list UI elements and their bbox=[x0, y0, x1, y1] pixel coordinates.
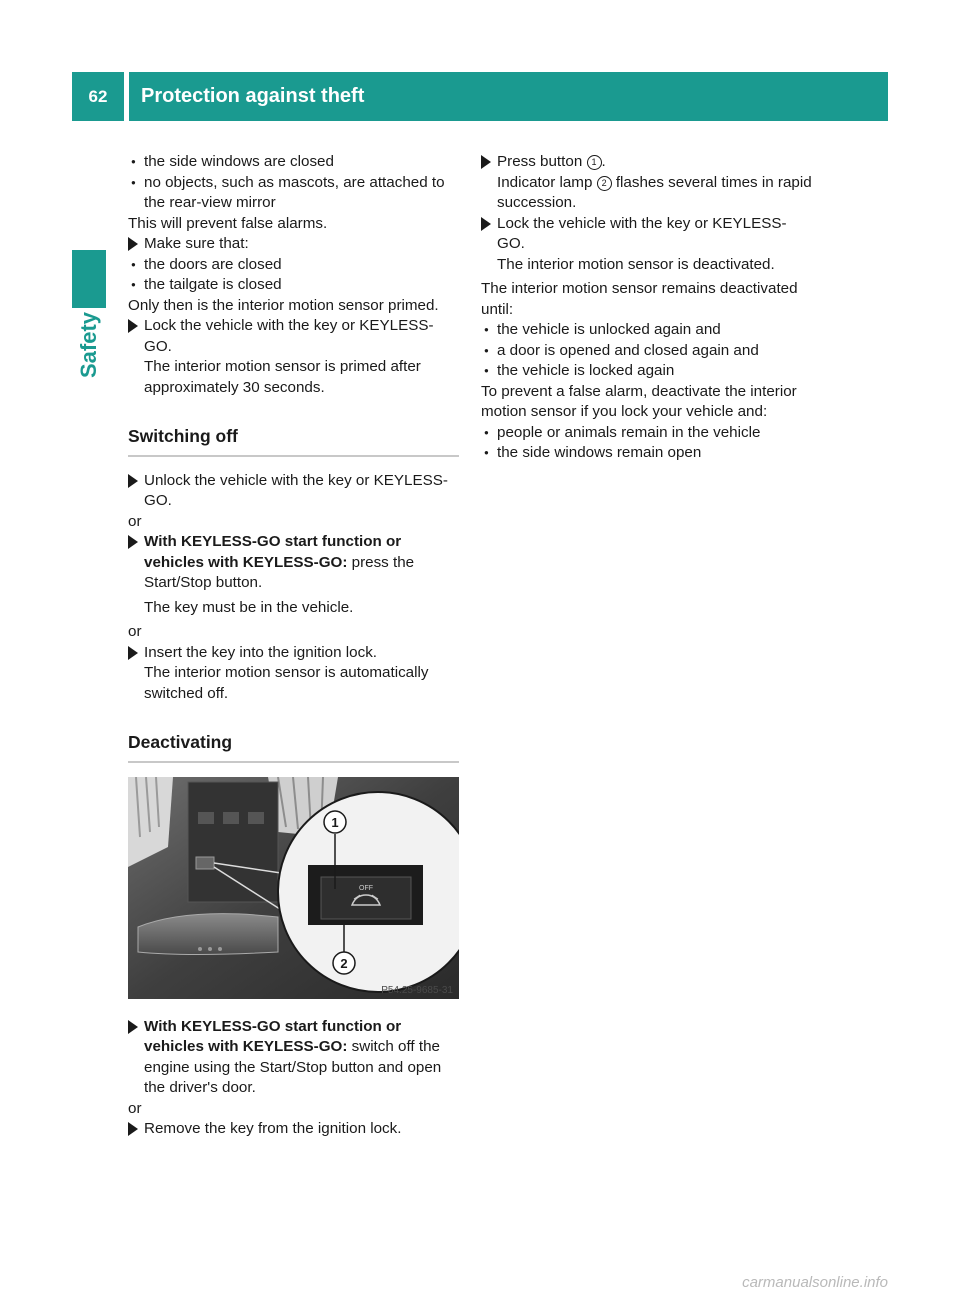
bullet-item: ● the side windows remain open bbox=[481, 443, 814, 464]
instruction-step bbox=[128, 643, 459, 705]
instruction-step bbox=[128, 234, 459, 255]
step-text: press the Start/Stop button. bbox=[144, 553, 415, 591]
or-separator: or bbox=[128, 623, 142, 640]
or-separator: or bbox=[128, 512, 142, 530]
callout-ref-1: 1 bbox=[587, 155, 602, 170]
step-result: The interior motion sensor is automatically switched off. bbox=[144, 664, 429, 702]
step-condition: With KEYLESS-GO start function or vehicles with KEYLESS-GO: bbox=[144, 1017, 402, 1055]
section-marker bbox=[72, 250, 106, 308]
left-column bbox=[128, 152, 459, 1140]
bullet-item: ● the vehicle is locked again bbox=[481, 361, 814, 382]
step-note: The key must be in the vehicle. bbox=[144, 598, 354, 616]
bullet-item: ● the vehicle is unlocked again and bbox=[481, 320, 814, 341]
image-caption: P54.25-9685-31 bbox=[381, 984, 453, 996]
paragraph: To prevent a false alarm, deactivate the interior motion sensor if you lock your vehicle and: bbox=[481, 382, 797, 420]
instruction-step bbox=[481, 152, 814, 214]
bullet-item: ● the tailgate is closed bbox=[128, 275, 459, 296]
page-title: Protection against theft bbox=[129, 72, 888, 121]
page-number: 62 bbox=[72, 72, 124, 121]
arrow-icon bbox=[128, 1020, 138, 1034]
overhead-control-panel-illustration bbox=[128, 777, 459, 999]
arrow-icon bbox=[128, 319, 138, 333]
arrow-icon bbox=[481, 155, 491, 169]
bullet-item: ● people or animals remain in the vehicle bbox=[481, 423, 814, 444]
callout-2: 2 bbox=[340, 955, 348, 971]
instruction-step bbox=[128, 471, 459, 512]
bullet-item: ● the side windows are closed bbox=[128, 152, 459, 173]
or-separator: or bbox=[128, 1099, 142, 1117]
arrow-icon bbox=[128, 474, 138, 488]
section-label: Safety bbox=[76, 311, 101, 379]
paragraph: Only then is the interior motion sensor primed. bbox=[128, 296, 439, 314]
instruction-step bbox=[128, 316, 459, 398]
bullet-item: ● no objects, such as mascots, are attached to the rear-view mirror bbox=[128, 173, 459, 214]
step-text: switch off the engine using the Start/Stop button and open the driver's door. bbox=[144, 1038, 442, 1096]
watermark: carmanualsonline.info bbox=[742, 1274, 888, 1291]
step-result: flashes several times in rapid succession. bbox=[497, 173, 812, 211]
callout-1: 1 bbox=[331, 814, 339, 830]
arrow-icon bbox=[128, 1122, 138, 1136]
paragraph: The interior motion sensor remains deactivated until: bbox=[481, 280, 798, 318]
step-result: The interior motion sensor is deactivated. bbox=[497, 255, 775, 273]
instruction-step bbox=[481, 214, 814, 276]
instruction-step bbox=[128, 532, 459, 594]
step-result: Indicator lamp bbox=[497, 173, 597, 191]
heading-deactivating: Deactivating bbox=[128, 732, 459, 763]
heading-switching-off: Switching off bbox=[128, 426, 459, 457]
step-text: Insert the key into the ignition lock. bbox=[144, 643, 378, 661]
step-text: Make sure that: bbox=[144, 235, 249, 252]
arrow-icon bbox=[128, 535, 138, 549]
step-text: Press button bbox=[497, 153, 587, 170]
paragraph: This will prevent false alarms. bbox=[128, 214, 328, 232]
off-label: OFF bbox=[359, 884, 373, 892]
step-text: Lock the vehicle with the key or KEYLESS-GO. bbox=[497, 214, 787, 252]
arrow-icon bbox=[481, 217, 491, 231]
step-text: Lock the vehicle with the key or KEYLESS-GO. bbox=[144, 317, 434, 355]
callout-ref-2: 2 bbox=[597, 176, 612, 191]
instruction-step bbox=[128, 1119, 459, 1140]
step-text: Unlock the vehicle with the key or KEYLESS-GO. bbox=[144, 471, 448, 509]
overhead-control-panel-photo bbox=[128, 777, 459, 999]
step-text: . bbox=[601, 153, 606, 170]
right-column bbox=[481, 152, 814, 464]
instruction-step bbox=[128, 1017, 459, 1099]
step-condition: With KEYLESS-GO start function or vehicles with KEYLESS-GO: bbox=[144, 533, 402, 571]
arrow-icon bbox=[128, 237, 138, 251]
step-result: The interior motion sensor is primed after approximately 30 seconds. bbox=[144, 358, 421, 396]
bullet-item: ● the doors are closed bbox=[128, 255, 459, 276]
arrow-icon bbox=[128, 646, 138, 660]
step-text: Remove the key from the ignition lock. bbox=[144, 1120, 402, 1137]
section-tab bbox=[72, 310, 106, 380]
bullet-item: ● a door is opened and closed again and bbox=[481, 341, 814, 362]
